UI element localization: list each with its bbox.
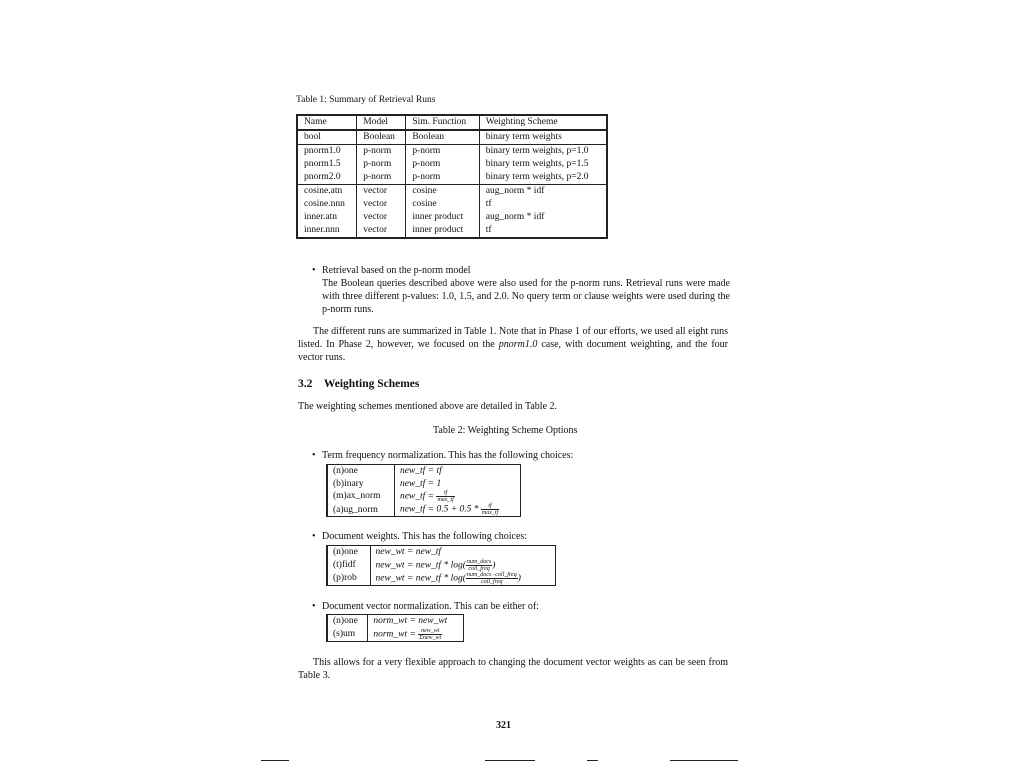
frac-num: tf [436,490,454,497]
option-formula [394,490,520,503]
cell-sim: p-norm [406,158,479,171]
table-row [297,171,607,185]
option-formula [368,628,464,642]
table-row [297,198,607,211]
doc-weights-intro: Document weights. This has the following choices: [322,531,528,542]
table-row [297,158,607,171]
table-row [327,546,556,559]
scan-artifact-line [587,760,598,761]
table-row [327,465,521,478]
fraction [481,503,499,516]
table1-caption: Table 1: Summary of Retrieval Runs [296,95,436,105]
table1-header: Name [297,115,357,130]
table-row [297,185,607,199]
table1-header: Model [357,115,406,130]
cell-name: pnorm1.5 [297,158,357,171]
table-row [327,478,521,491]
table1 [296,114,608,239]
section-title: Weighting Schemes [323,378,420,390]
fraction [418,628,442,641]
option-formula [394,503,520,517]
table1-header: Sim. Function [406,115,479,130]
cell-sim: p-norm [406,171,479,185]
option-key: (s)um [327,628,368,642]
option-formula: new_wt = new_tf [375,547,442,557]
pnorm-bullet-title: Retrieval based on the p-norm model [322,265,471,276]
table1-header: Weighting Scheme [479,115,607,130]
formula-text: new_wt = new_tf * log( [375,560,466,571]
frac-den: coll_freq [481,578,503,585]
table-row [327,490,521,503]
table-row [327,503,521,517]
scan-artifact-line [261,760,289,761]
formula-text: new_tf = 0.5 + 0.5 * [399,504,481,515]
cell-name: inner.atn [297,211,357,224]
table-row [327,615,464,628]
doc-weights-table [326,545,556,586]
bullet-icon: • [312,265,316,276]
option-key: (b)inary [327,478,394,491]
option-formula [370,572,555,586]
scan-artifact-line [670,760,738,761]
scan-artifact-line [485,760,535,761]
cell-sim: cosine [406,185,479,199]
formula-close: ) [492,560,496,571]
frac-den: coll_freq [468,565,490,572]
option-key: (m)ax_norm [327,490,394,503]
cell-weighting: binary term weights, p=2.0 [485,172,589,182]
option-key: (n)one [327,615,368,628]
formula-text: norm_wt = [373,629,419,640]
option-key: (n)one [327,546,370,559]
bullet-icon: • [312,601,316,612]
cell-model: vector [357,211,406,224]
fraction [436,490,454,503]
vec-norm-intro: Document vector normalization. This can be either of: [322,601,539,612]
table-row [327,559,556,572]
option-formula: new_tf = tf [399,466,442,476]
cell-name: cosine.nnn [297,198,357,211]
table-row [297,224,607,238]
cell-name: cosine.atn [297,185,357,199]
frac-num: num_docs−coll_freq [466,571,517,578]
cell-weighting: binary term weights, p=1.5 [485,159,589,169]
formula-text: new_tf = [399,491,437,502]
fraction [466,572,518,585]
option-formula: new_tf = 1 [399,478,442,489]
cell-model: vector [357,198,406,211]
frac-den: max_tf [481,510,499,517]
cell-sim: inner product [406,224,479,238]
cell-model: Boolean [357,130,406,145]
paragraph-runs [298,325,728,364]
table-row [327,572,556,586]
tf-norm-table [326,464,521,517]
formula-text: new_wt = new_tf * log( [375,573,466,584]
bullet-icon: • [312,531,316,542]
cell-name: pnorm1.0 [297,145,357,159]
frac-den: max_tf [437,497,454,503]
frac-num: tf [481,503,499,510]
cell-name: bool [297,130,357,145]
option-formula [370,559,555,572]
cell-model: p-norm [357,171,406,185]
cell-weighting: aug_norm * idf [485,212,545,222]
formula-close: ) [517,573,521,584]
cell-model: p-norm [357,145,406,159]
option-key: (t)fidf [327,559,370,572]
table-row [297,211,607,224]
cell-name: pnorm2.0 [297,171,357,185]
option-key: (n)one [327,465,394,478]
paragraph-weighting: The weighting schemes mentioned above are detailed in Table 2. [298,401,558,412]
frac-num: new_wt [418,628,442,635]
option-key: (p)rob [327,572,370,586]
cell-model: vector [357,224,406,238]
pnorm-bullet [322,264,730,316]
section-number: 3.2 [298,378,313,390]
cell-weighting: tf [485,199,492,209]
table-row [297,145,607,159]
table2-caption: Table 2: Weighting Scheme Options [433,425,578,436]
pnorm-bullet-text: The Boolean queries described above were also used for the p-norm runs. Retrieval runs were made with three different p-values: 1.0, 1.5, and 2.0. No query term or clause weights were used during the p-norm runs. [322,278,730,315]
cell-model: vector [357,185,406,199]
cell-weighting: tf [485,225,492,235]
vec-norm-table [326,614,464,642]
cell-sim: cosine [406,198,479,211]
fraction [466,559,492,572]
cell-model: p-norm [357,158,406,171]
table-row [327,628,464,642]
option-key: (a)ug_norm [327,503,394,517]
para1-text: The different runs are summarized in Table 1. Note that in Phase 1 of our efforts, we used all eight runs listed. In Phase 2, however, we focused on the [298,326,728,350]
section-heading [298,378,419,390]
cell-weighting: aug_norm * idf [479,185,607,199]
cell-sim: Boolean [406,130,479,145]
bullet-icon: • [312,450,316,461]
cell-name: inner.nnn [297,224,357,238]
para1-italic: pnorm1.0 [498,339,538,350]
table-row [297,130,607,145]
cell-sim: inner product [406,211,479,224]
page-number: 321 [496,720,511,731]
cell-weighting: binary term weights, p=1.0 [479,145,607,159]
frac-den: Σnew_wt [419,634,442,641]
frac-num: num_docs [466,558,492,565]
para1-text-end: case, with document weighting, and the four vector runs. [298,339,728,363]
paragraph-flexible: This allows for a very flexible approach to changing the document vector weights as can be seen from Table 3. [298,657,728,681]
option-formula: norm_wt = new_wt [373,616,448,626]
tf-norm-intro: Term frequency normalization. This has the following choices: [322,450,574,461]
cell-weighting: binary term weights [485,132,562,142]
cell-sim: p-norm [406,145,479,159]
